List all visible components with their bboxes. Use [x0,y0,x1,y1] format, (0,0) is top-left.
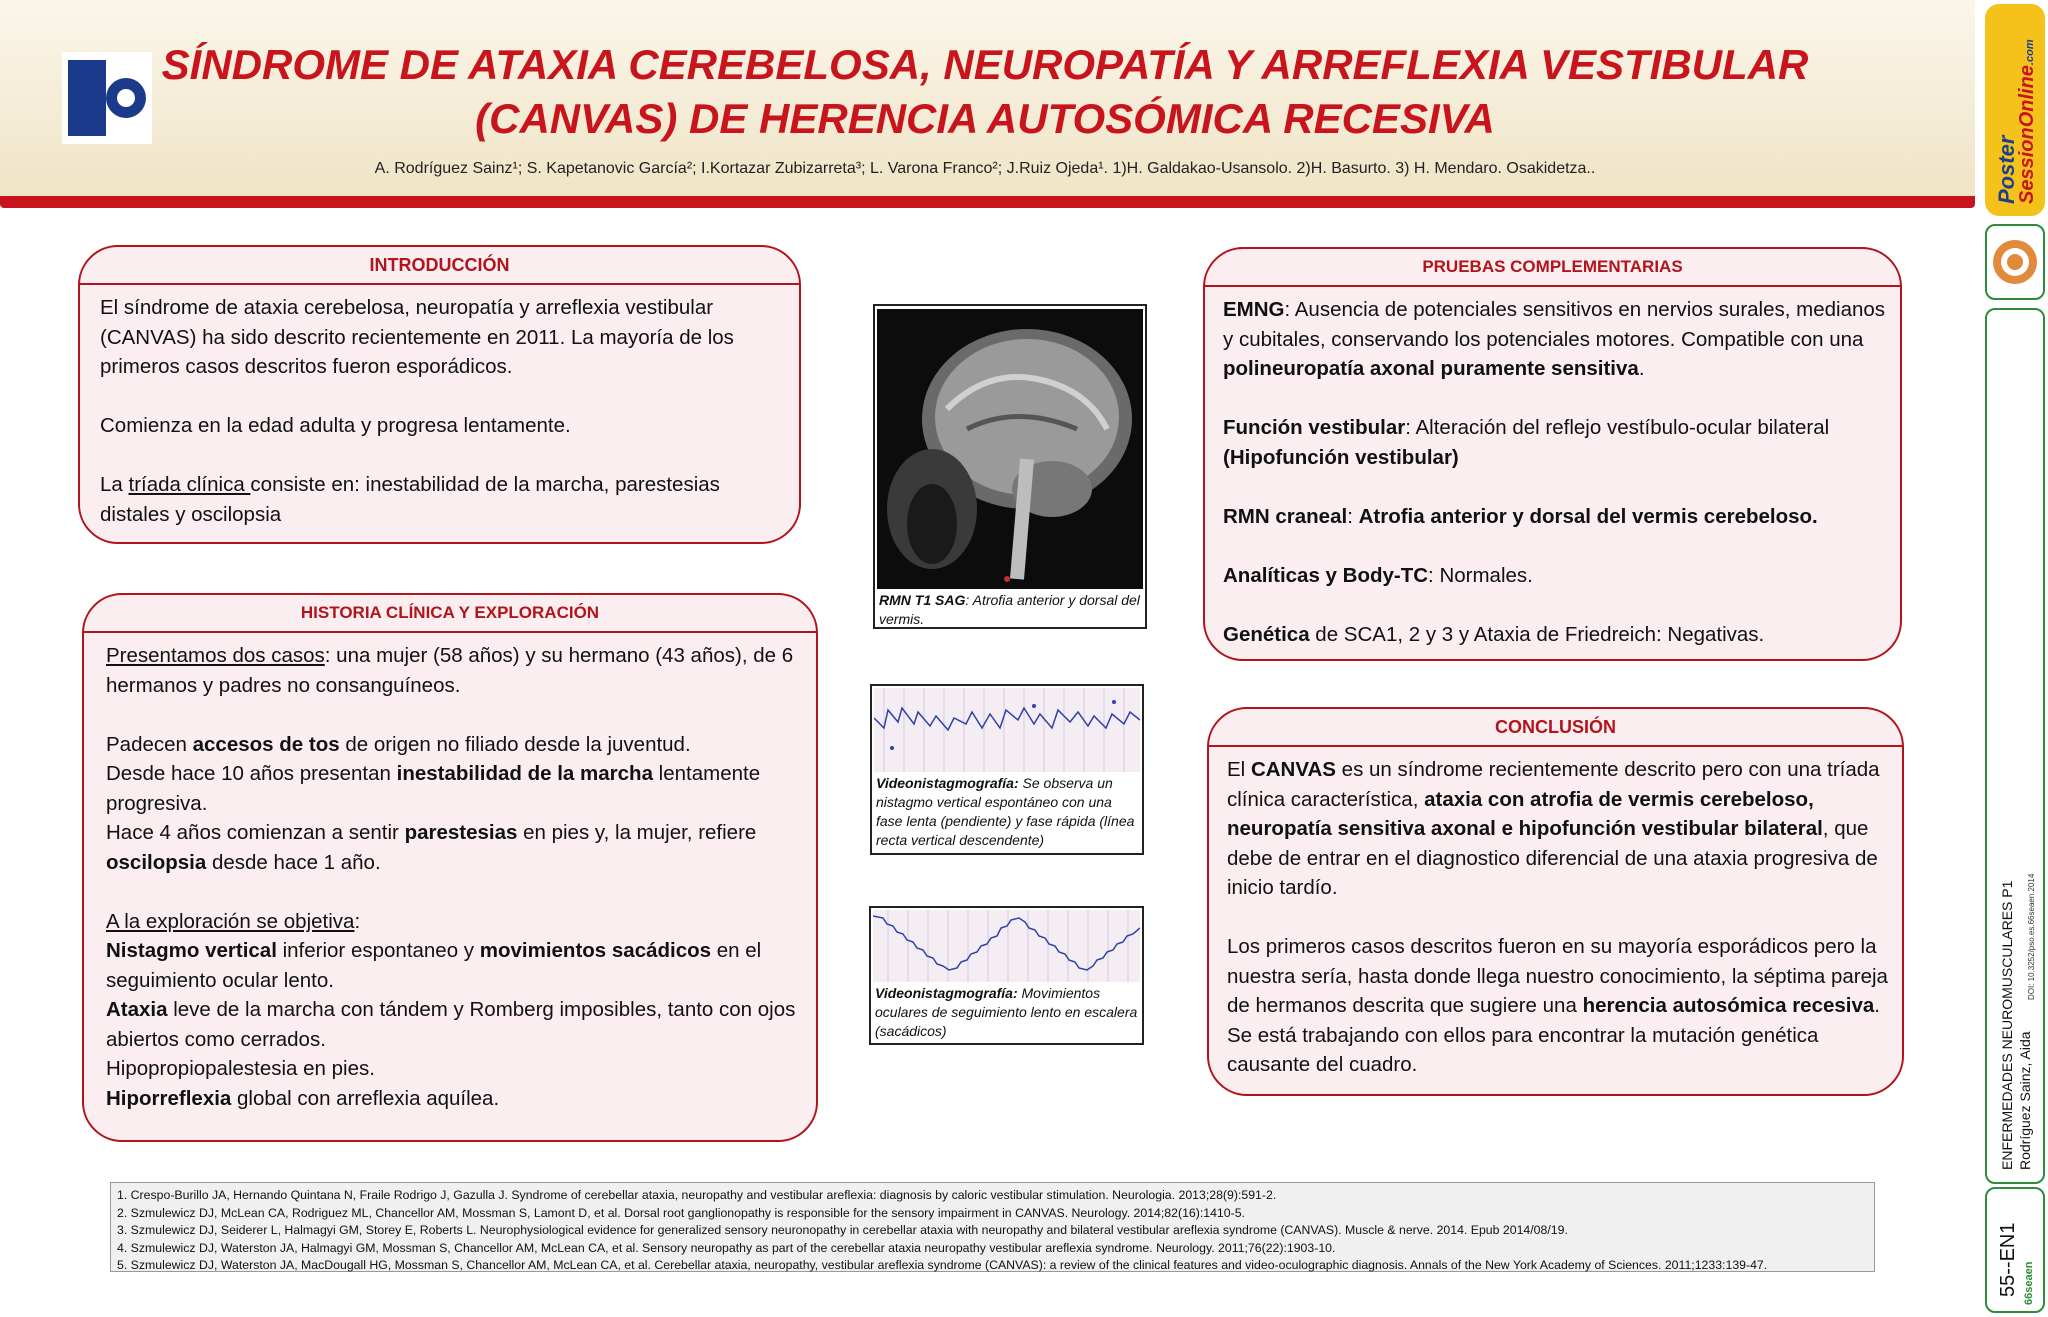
conclusion-box [1207,707,1904,1096]
conclusion-paragraph-2: Los primeros casos descritos fueron en su mayoría esporádicos pero la nuestra sería, hasta donde llega nuestro conocimiento, la séptima pareja de hermanos descrita que sugiere una herencia autosómica recesiva. Se está trabajando con ellos para encontrar la mutación genética causante del cuadro. [1227,935,1888,1076]
category-text: ENFERMEDADES NEUROMUSCULARES P1 [1999,880,2015,1170]
historia-exp-hipopropio: Hipopropiopalestesia en pies. [106,1057,375,1080]
historia-line-tos: Padecen accesos de tos de origen no filiado desde la juventud. [106,732,691,756]
conclusion-title: CONCLUSIÓN [1495,717,1616,737]
title-line-1: SÍNDROME DE ATAXIA CEREBELOSA, NEUROPATÍA Y ARREFLEXIA VESTIBULAR [161,41,1809,88]
mri-caption: RMN T1 SAG: Atrofia anterior y dorsal del vermis. [879,592,1140,627]
title-line-2: (CANVAS) DE HERENCIA AUTOSÓMICA RECESIVA [475,95,1495,142]
historia-exp-ataxia: Ataxia leve de la marcha con tándem y Romberg imposibles, tanto con ojos abiertos como cerrados. [106,998,796,1051]
poster-code: 55--EN1 [1997,1222,2019,1297]
poster-title [160,38,1810,146]
brand-text: Poster SessionOnline.com [1994,39,2038,204]
historia-box [82,593,818,1142]
mri-figure [873,304,1147,629]
pruebas-vestibular: Función vestibular: Alteración del reflejo vestíbulo-ocular bilateral (Hipofunción vestibular) [1223,416,1830,469]
intro-paragraph-3: La tríada clínica consiste en: inestabilidad de la marcha, parestesias distales y oscilopsia [100,473,720,526]
historia-line-parestesias: Hace 4 años comienzan a sentir parestesias en pies y, la mujer, refiere oscilopsia desde hace 1 año. [106,821,757,874]
society-logo-box [1985,224,2045,300]
vng1-trace-image [874,688,1140,772]
pruebas-emng: EMNG: Ausencia de potenciales sensitivos en nervios surales, medianos y cubitales, conservando los potenciales motores. Compatible con una polineuropatía axonal puramente sensitiva. [1223,298,1886,380]
pruebas-analiticas: Analíticas y Body-TC: Normales. [1223,563,1533,587]
osakidetza-logo-icon [62,52,152,144]
session-info-box [1985,308,2045,1184]
historia-exp-hiporreflexia: Hiporreflexia global con arreflexia aquílea. [106,1086,500,1110]
conclusion-paragraph-1: El CANVAS es un síndrome recientemente descrito pero con una tríada clínica característica, ataxia con atrofia de vermis cerebeloso, neuropatía sensitiva axonal e hipofunción vestibular bilateral, que debe de entrar en el diagnostico diferencial de una ataxia progresiva de inicio tardío. [1227,758,1880,899]
intro-title: INTRODUCCIÓN [369,255,510,275]
references-box [110,1182,1875,1272]
historia-casos: Presentamos dos casos: una mujer (58 años) y su hermano (43 años), de 6 hermanos y padres no consanguíneos. [106,644,794,697]
pruebas-genetica: Genética de SCA1, 2 y 3 y Ataxia de Friedreich: Negativas. [1223,622,1765,646]
reference-item: 1. Crespo-Burillo JA, Hernando Quintana N, Fraile Rodrigo J, Gazulla J. Syndrome of cerebellar ataxia, neuropathy and vestibular areflexia: diagnosis by caloric vestibular stimulation. Neurologia. 2013;28(9):591-2. [117,1188,1277,1202]
pruebas-box [1203,247,1902,661]
intro-paragraph-1: El síndrome de ataxia cerebelosa, neuropatía y arreflexia vestibular (CANVAS) ha sido descrito recientemente en 2011. La mayoría de los primeros casos descritos fueron esporádicos. [100,296,734,378]
author-text: Rodríguez Sainz, Aida [2017,1031,2033,1170]
reference-item: 4. Szmulewicz DJ, Waterston JA, Halmagyi GM, Mossman S, Chancellor AM, McLean CA, et al. Sensory neuropathy as part of the cerebellar ataxia neuropathy vestibular areflexia syndrome. Neurology. 2011;76(22):1903-10. [117,1240,1336,1255]
poster-code-box [1985,1187,2045,1313]
vng1-figure [870,684,1144,855]
pruebas-rmn: RMN craneal: Atrofia anterior y dorsal del vermis cerebeloso. [1223,504,1818,528]
historia-exploracion-heading: A la exploración se objetiva: [106,909,361,933]
congress-label: 66seaen [2023,1261,2035,1305]
historia-title: HISTORIA CLÍNICA Y EXPLORACIÓN [300,603,600,622]
intro-paragraph-2: Comienza en la edad adulta y progresa lentamente. [100,414,571,437]
vng2-figure [869,906,1144,1045]
vng2-caption: Videonistagmografía: Movimientos oculares de seguimiento lento en escalera (sacádicos) [875,985,1138,1039]
society-logo-icon [1987,226,2043,298]
vng1-caption: Videonistagmografía: Se observa un nistagmo vertical espontáneo con una fase lenta (pendiente) y fase rápida (línea recta vertical descendente) [876,775,1135,848]
mri-sagittal-image [877,309,1143,589]
header-red-bar [0,196,1975,208]
reference-item: 3. Szmulewicz DJ, Seiderer L, Halmagyi GM, Storey E, Roberts L. Neurophysiological evidence for generalized sensory neuronopathy in cerebellar ataxia with neuropathy and bilateral vestibular areflexia syndrome (CANVAS). Muscle & nerve. 2014. Epub 2014/08/19. [117,1223,1568,1238]
brand-badge [1985,4,2045,216]
authors-line: A. Rodríguez Sainz¹; S. Kapetanovic García²; I.Kortazar Zubizarreta³; L. Varona Franco²; J.Ruiz Ojeda¹. 1)H. Galdakao-Usansolo. 2)H. Basurto. 3) H. Mendaro. Osakidetza.. [374,160,1596,177]
reference-item: 2. Szmulewicz DJ, McLean CA, Rodriguez ML, Chancellor AM, Mossman S, Lamont D, et al. Dorsal root ganglionopathy is responsible for the sensory impairment in CANVAS. Neurology. 2014;82(16):1410-5. [117,1205,1245,1220]
historia-exp-nistagmo: Nistagmo vertical inferior espontaneo y movimientos sacádicos en el seguimiento ocular lento. [106,939,762,992]
historia-line-marcha: Desde hace 10 años presentan inestabilidad de la marcha lentamente progresiva. [106,762,761,815]
reference-item: 5. Szmulewicz DJ, Waterston JA, MacDougall HG, Mossman S, Chancellor AM, McLean CA, et al. Cerebellar ataxia, neuropathy, vestibular areflexia syndrome (CANVAS): a review of the clinical features and video-oculographic diagnosis. Annals of the New York Academy of Sciences. 2011;1233:139-47. [117,1258,1768,1273]
pruebas-title: PRUEBAS COMPLEMENTARIAS [1422,257,1683,276]
vng2-trace-image [873,910,1140,982]
doi-text: DOI: 10.3252/pso.es.66seaen.2014 [2027,873,2036,1000]
intro-box [78,245,801,544]
